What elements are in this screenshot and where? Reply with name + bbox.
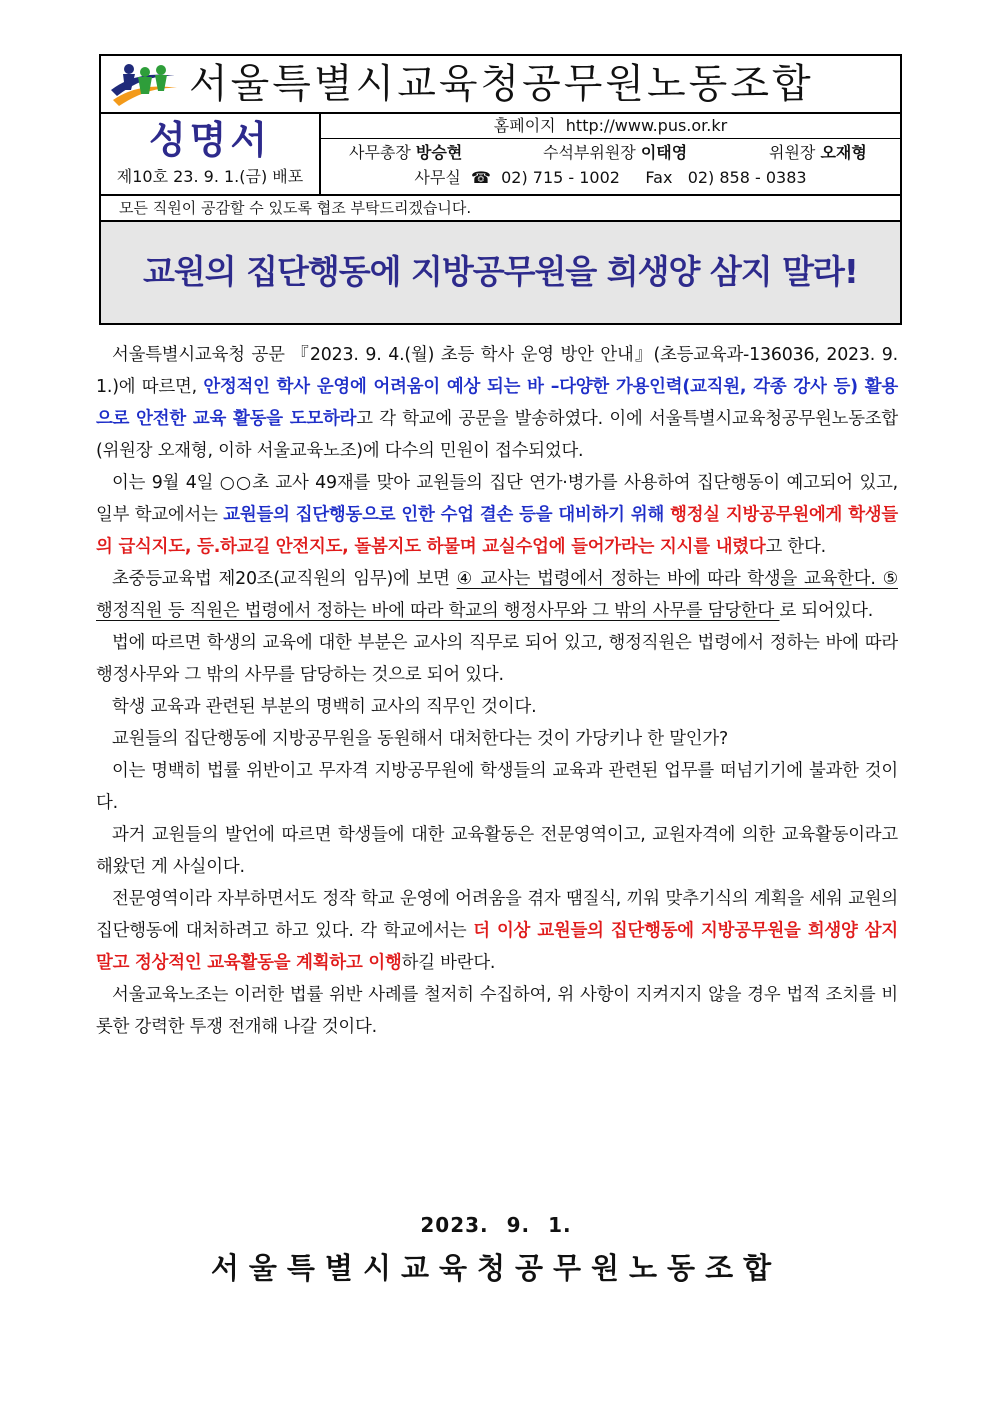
paragraph-7: 이는 명백히 법률 위반이고 무자격 지방공무원에 학생들의 교육과 관련된 업무를 떠넘기기에 불과한 것이다. [96,761,898,813]
officer-vice-chair: 수석부위원장 이태영 [543,143,688,162]
doc-type-title: 성명서 [148,118,272,162]
office-label: 사무실 [414,168,461,187]
emphasis-blue: 안정적인 학사 운영에 어려움이 예상 되는 바 –다양한 가용인력(교직원, 각종 강사 등) 활용으로 안전한 교육 활동을 도모하라 [96,377,898,429]
officers-line [321,141,900,165]
homepage-url: http://www.pus.or.kr [565,116,728,135]
officer-chair: 위원장 오재형 [769,143,867,162]
fax-label: Fax [645,168,673,187]
phone-number: 02) 715 - 1002 [501,168,620,187]
union-logo-icon [109,60,181,108]
paragraph-8: 과거 교원들의 발언에 따르면 학생들에 대한 교육활동은 전문영역이고, 교원자격에 의한 교육활동이라고 해왔던 게 사실이다. [96,825,898,877]
homepage-line [321,114,900,139]
emphasis-red: 행정실 지방공무원에게 학생들의 급식지도, 등.하교길 안전지도, 돌봄지도 하물며 교실수업에 들어가라는 지시를 내렸다 [96,505,899,557]
paragraph-3: 초중등교육법 제20조(교직원의 임무)에 보면 ④ 교사는 법령에서 정하는 바에 따라 학생을 교육한다. ⑤ 행정직원 등 직원은 법령에서 정하는 바에 따라 학교의 행정사무와 그 밖의 사무를 담당한다 로 되어있다. [96,569,898,621]
contact-box [321,114,900,194]
law-quote-underlined: ④ 교사는 법령에서 정하는 바에 따라 학생을 교육한다. ⑤ 행정직원 등 직원은 법령에서 정하는 바에 따라 학교의 행정사무와 그 밖의 사무를 담당한다 [96,569,898,621]
officer-secretary: 사무총장 방승현 [349,143,463,162]
footer-date: 2023. 9. 1. [420,1213,572,1237]
paragraph-4: 법에 따르면 학생의 교육에 대한 부분은 교사의 직무로 되어 있고, 행정직원은 법령에서 정하는 바에 따라 행정사무와 그 밖의 사무를 담당하는 것으로 되어 있다. [96,633,898,685]
org-name: 서울특별시교육청공무원노동조합 [189,61,814,107]
issue-info: 제10호 23. 9. 1.(금) 배포 [116,167,304,186]
headline: 교원의 집단행동에 지방공무원을 희생양 삼지 말라! [143,252,858,291]
emphasis-blue: 교원들의 집단행동으로 인한 수업 결손 등을 대비하기 위해 [223,505,665,525]
paragraph-5: 학생 교육과 관련된 부분의 명백히 교사의 직무인 것이다. [112,697,537,717]
statement-header [99,54,902,325]
statement-label-box [101,114,321,194]
org-title-row [101,56,900,114]
paragraph-10: 서울교육노조는 이러한 법률 위반 사례를 철저히 수집하여, 위 사항이 지켜지지 않을 경우 법적 조치를 비롯한 강력한 투쟁 전개해 나갈 것이다. [96,985,898,1037]
phone-icon: ☎ [470,168,491,187]
footer-org-name: 서울특별시교육청공무원노동조합 [210,1251,782,1285]
fax-number: 02) 858 - 0383 [687,168,807,187]
office-contact-line [321,165,900,191]
paragraph-6: 교원들의 집단행동에 지방공무원을 동원해서 대처한다는 것이 가당키나 한 말인가? [112,729,729,749]
homepage-label: 홈페이지 [493,116,556,135]
emphasis-red: 더 이상 교원들의 집단행동에 지방공무원을 희생양 삼지 말고 정상적인 교육활동을 계획하고 이행 [96,921,898,973]
headline-box [101,222,900,323]
cooperation-notice: 모든 직원이 공감할 수 있도록 협조 부탁드리겠습니다. [101,194,900,222]
paragraph-9: 전문영역이라 자부하면서도 정작 학교 운영에 어려움을 겪자 땜질식, 끼워 맞추기식의 계획을 세워 교원의 집단행동에 대처하려고 하고 있다. 각 학교에서는 더 이상 교원들의 집단행동에 지방공무원을 희생양 삼지 말고 정상적인 교육활동을 계획하고 이행하길 바란다. [96,889,898,973]
statement-body [96,339,898,1043]
paragraph-2: 이는 9월 4일 ○○초 교사 49재를 맞아 교원들의 집단 연가·병가를 사용하여 집단행동이 예고되어 있고, 일부 학교에서는 교원들의 집단행동으로 인한 수업 결손 등을 대비하기 위해 행정실 지방공무원에게 학생들의 급식지도, 등.하교길 안전지도, 돌봄지도 하물며 교실수업에 들어가라는 지시를 내렸다고 한다. [96,473,899,557]
paragraph-1: 서울특별시교육청 공문 『2023. 9. 4.(월) 초등 학사 운영 방안 안내』(초등교육과-136036, 2023. 9. 1.)에 따르면, 안정적인 학사 운영에 어려움이 예상 되는 바 –다양한 가용인력(교직원, 각종 강사 등) 활용으로 안전한 교육 활동을 도모하라고 각 학교에 공문을 발송하였다. 이에 서울특별시교육청공무원노동조합(위원장 오재형, 이하 서울교육노조)에 다수의 민원이 접수되었다. [96,345,899,461]
